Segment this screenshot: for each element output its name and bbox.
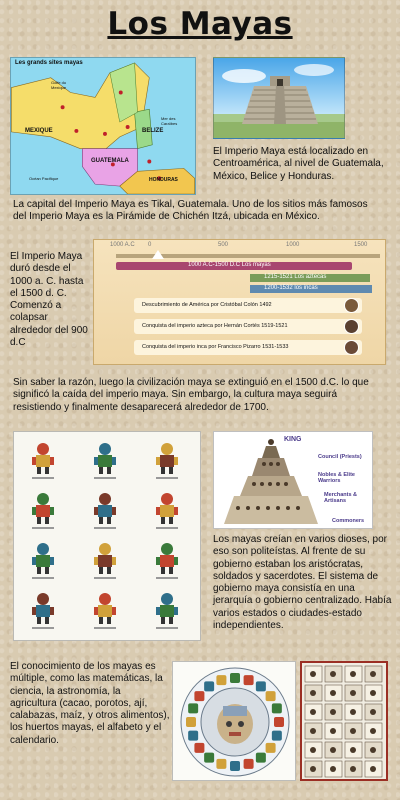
- maya-sites-map: [10, 57, 196, 195]
- map-label-belize: BELIZE: [142, 128, 164, 134]
- social-merchants: Merchants & Artisans: [324, 492, 358, 504]
- glyph-caption-line: [32, 577, 54, 579]
- maya-god-figure: [30, 442, 56, 474]
- social-commoners: Commoners: [332, 518, 365, 524]
- codex-glyph-mark: [310, 690, 316, 696]
- glyph-caption-line: [32, 527, 54, 529]
- incas-bar-label: 1200-1532 los incas: [264, 285, 318, 291]
- codex-glyph-mark: [350, 690, 356, 696]
- tick-label: 1000 A.C: [110, 242, 135, 248]
- duration-paragraph: El Imperio Maya duró desde el 1000 a. C. hasta el 1500 d. C. Comenzó a colapsar alrededor del 900 d.C: [10, 251, 88, 349]
- codex-glyph-mark: [350, 671, 356, 677]
- maya-god-figure: [30, 592, 56, 624]
- maya-god-figure: [154, 442, 180, 474]
- codex-glyph-mark: [310, 728, 316, 734]
- maya-god-figure: [92, 442, 118, 474]
- calendar-glyph: [272, 703, 282, 713]
- codex-glyph-mark: [330, 671, 336, 677]
- maya-codex-image: [300, 661, 388, 781]
- social-king: KING: [284, 436, 302, 443]
- maya-god-figure: [154, 492, 180, 524]
- social-nobles: Nobles & Elite Warriors: [318, 472, 355, 484]
- calendar-glyph: [272, 731, 282, 741]
- calendar-glyph: [216, 759, 226, 769]
- map-label-pacifique: Océan Pacifique: [29, 176, 59, 181]
- cortes-portrait: [344, 319, 359, 334]
- chichen-itza-photo: [213, 57, 345, 139]
- page-title: Los Mayas: [107, 6, 293, 42]
- calendar-glyph: [204, 753, 214, 763]
- maya-god-figure: [92, 492, 118, 524]
- glyph-caption-line: [32, 627, 54, 629]
- calendar-glyph: [216, 675, 226, 685]
- codex-glyph-mark: [350, 728, 356, 734]
- glyph-caption-line: [156, 477, 178, 479]
- map-label-gulf: Golfe du Mexique: [51, 80, 67, 90]
- glyph-caption-line: [94, 477, 116, 479]
- codex-glyph-mark: [350, 766, 356, 772]
- codex-glyph-mark: [370, 766, 376, 772]
- map-label-caraibes: Mer des Caraïbes: [161, 116, 178, 126]
- maya-god-figure: [92, 542, 118, 574]
- calendar-glyph: [256, 681, 266, 691]
- maya-gods-illustrations: [13, 431, 201, 641]
- glyph-caption-line: [94, 577, 116, 579]
- glyph-caption-line: [156, 577, 178, 579]
- map-label-mexique: MEXIQUE: [25, 128, 53, 134]
- codex-glyph-mark: [330, 690, 336, 696]
- map-label-honduras: HONDURAS: [149, 177, 178, 183]
- calendar-glyph: [256, 753, 266, 763]
- maya-calendar-image: [172, 661, 296, 781]
- maya-god-figure: [154, 592, 180, 624]
- calendar-glyph: [244, 759, 254, 769]
- codex-glyph-mark: [350, 747, 356, 753]
- calendar-glyph: [274, 717, 284, 727]
- pyramid-marker-icon: [152, 250, 164, 259]
- tick-label: 1000: [286, 242, 300, 248]
- map-label-guatemala: GUATEMALA: [91, 158, 129, 164]
- glyph-caption-line: [156, 527, 178, 529]
- maya-god-figure: [92, 592, 118, 624]
- tick-label: 500: [218, 242, 229, 248]
- maya-god-figure: [30, 492, 56, 524]
- history-timeline: [93, 239, 386, 365]
- aztecas-bar-label: 1215-1521 Los aztecas: [264, 274, 327, 280]
- calendar-glyph: [188, 703, 198, 713]
- calendar-glyph: [194, 691, 204, 701]
- codex-glyph-mark: [330, 709, 336, 715]
- calendar-glyph: [244, 675, 254, 685]
- maya-god-figure: [30, 542, 56, 574]
- colon-portrait: [344, 298, 359, 313]
- calendar-glyph: [230, 673, 240, 683]
- capital-paragraph: La capital del Imperio Maya es Tikal, Guatemala. Uno de los sitios más famosos del Imperio Maya es la Pirámide de Chichén Itzá, ubicada en México.: [13, 199, 368, 223]
- social-pyramid-diagram: [213, 431, 373, 529]
- glyph-caption-line: [94, 527, 116, 529]
- tick-label: 1500: [354, 242, 368, 248]
- calendar-glyph: [266, 743, 276, 753]
- calendar-glyph: [186, 717, 196, 727]
- codex-glyph-mark: [370, 728, 376, 734]
- codex-glyph-mark: [330, 747, 336, 753]
- social-council: Council (Priests): [318, 454, 362, 460]
- codex-glyph-mark: [310, 747, 316, 753]
- knowledge-paragraph: El conocimiento de los mayas es múltiple, como las matemáticas, la ciencia, la astronomía, la agricultura (cacao, porotos, ají, calabazas, maíz, y otros alimentos), los huertos mayas, el alfabeto y el calendario.: [10, 661, 170, 746]
- glyph-caption-line: [94, 627, 116, 629]
- pizarro-event: Conquista del imperio inca por Francisco Pizarro 1531-1533: [142, 344, 289, 350]
- codex-glyph-mark: [370, 690, 376, 696]
- glyph-caption-line: [156, 627, 178, 629]
- extinction-paragraph: Sin saber la razón, luego la civilización maya se extinguió en el 1500 d.C. lo que significó la caída del imperio maya. Sin embargo, la cultura maya seguirá resistiendo y finalmente desaparecerá alrededor de 1700.: [13, 377, 369, 413]
- codex-glyph-mark: [330, 766, 336, 772]
- codex-glyph-mark: [370, 671, 376, 677]
- tick-label: 0: [148, 242, 152, 248]
- cortes-event: Conquista del imperio azteca por Hernán Cortés 1519-1521: [142, 323, 288, 329]
- calendar-glyph: [188, 731, 198, 741]
- codex-glyph-mark: [330, 728, 336, 734]
- codex-glyph-mark: [310, 709, 316, 715]
- location-paragraph: El Imperio Maya está localizado en Centroamérica, al nivel de Guatemala, México, Belice y Honduras.: [213, 146, 384, 182]
- calendar-glyph: [194, 743, 204, 753]
- colon-event: Descubrimiento de América por Cristóbal Colón 1492: [142, 302, 272, 308]
- religion-paragraph: Los mayas creían en varios dioses, por eso son politeístas. Al frente de su gobierno estaban los aristócratas, soldados y sacerdotes. El sistema de gobierno maya consistía en una jerarquía o gobierno centralizado. Había varios estados o ciudades-estado independientes.: [213, 534, 392, 632]
- codex-glyph-mark: [370, 709, 376, 715]
- map-heading: Les grands sites mayas: [15, 60, 83, 66]
- pizarro-portrait: [344, 340, 359, 355]
- codex-glyph-mark: [370, 747, 376, 753]
- codex-glyph-mark: [310, 671, 316, 677]
- glyph-caption-line: [32, 477, 54, 479]
- codex-glyph-mark: [350, 709, 356, 715]
- mayas-bar-label: 1000 A.C-1500 D.C Los mayas: [188, 262, 271, 268]
- calendar-glyph: [204, 681, 214, 691]
- calendar-glyph: [230, 761, 240, 771]
- codex-glyph-mark: [310, 766, 316, 772]
- maya-god-figure: [154, 542, 180, 574]
- calendar-glyph: [266, 691, 276, 701]
